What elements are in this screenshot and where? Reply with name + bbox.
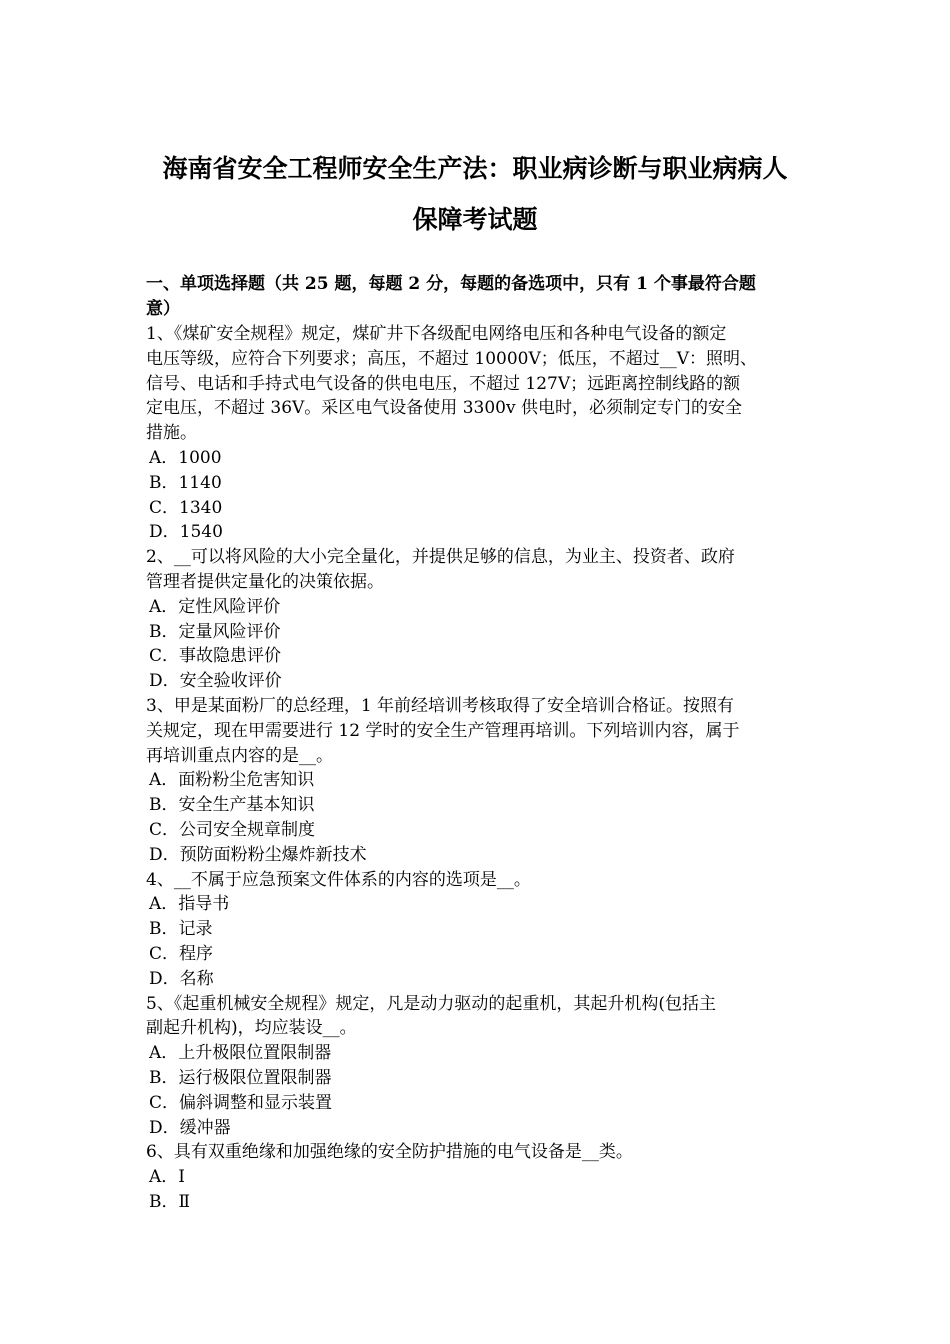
question-text-line: 再培训重点内容的是__。 (146, 745, 333, 766)
question-1 (146, 322, 814, 545)
answer-option-c: C．1340 (149, 497, 223, 518)
question-text-line: 定电压，不超过 36V。采区电气设备使用 3300v 供电时，必须制定专门的安全 (146, 398, 742, 419)
answer-option-d: D．预防面粉粉尘爆炸新技术 (149, 844, 367, 865)
answer-option-a: A．指导书 (149, 894, 230, 915)
document-title-line-2: 保障考试题 (412, 205, 538, 234)
document-body (146, 272, 814, 1215)
answer-option-a: A．上升极限位置限制器 (149, 1043, 332, 1064)
question-text-line: 关规定，现在甲需要进行 12 学时的安全生产管理再培训。下列培训内容，属于 (146, 720, 740, 741)
answer-option-a: A．定性风险评价 (149, 596, 281, 617)
question-2 (146, 545, 814, 694)
answer-option-d: D．安全验收评价 (149, 671, 282, 692)
question-6 (146, 1140, 814, 1214)
question-5 (146, 992, 814, 1141)
question-text-line: 2、__可以将风险的大小完全量化，并提供足够的信息，为业主、投资者、政府 (146, 547, 735, 568)
answer-option-b: B．Ⅱ (149, 1191, 191, 1212)
section-heading-line-1: 一、单项选择题（共 25 题，每题 2 分，每题的备选项中，只有 1 个事最符合题 (146, 274, 756, 294)
question-text-line: 副起升机构)，均应装设__。 (146, 1018, 357, 1039)
answer-option-d: D．1540 (149, 522, 223, 543)
question-text-line: 5、《起重机械安全规程》规定，凡是动力驱动的起重机，其起升机构(包括主 (146, 993, 716, 1014)
question-text-line: 信号、电话和手持式电气设备的供电电压，不超过 127V；远距离控制线路的额 (146, 373, 741, 394)
question-text-line: 电压等级，应符合下列要求；高压，不超过 10000V；低压，不超过__V：照明、 (146, 348, 758, 369)
answer-option-a: A．Ⅰ (149, 1167, 185, 1188)
answer-option-d: D．缓冲器 (149, 1117, 231, 1138)
question-text-line: 措施。 (146, 423, 197, 444)
question-text-line: 6、具有双重绝缘和加强绝缘的安全防护措施的电气设备是__类。 (146, 1142, 633, 1163)
answer-option-a: A．1000 (149, 447, 222, 468)
answer-option-b: B．记录 (149, 919, 213, 940)
document-title-line-1: 海南省安全工程师安全生产法：职业病诊断与职业病病人 (162, 154, 788, 183)
question-text-line: 3、甲是某面粉厂的总经理，1 年前经培训考核取得了安全培训合格证。按照有 (146, 695, 735, 716)
question-text-line: 管理者提供定量化的决策依据。 (146, 571, 384, 592)
answer-option-b: B．运行极限位置限制器 (149, 1067, 332, 1088)
answer-option-d: D．名称 (149, 968, 214, 989)
answer-option-c: C．公司安全规章制度 (149, 819, 316, 840)
answer-option-a: A．面粉粉尘危害知识 (149, 770, 315, 791)
answer-option-c: C．偏斜调整和显示装置 (149, 1092, 333, 1113)
question-text-line: 4、__不属于应急预案文件体系的内容的选项是__。 (146, 869, 531, 890)
answer-option-c: C．事故隐患评价 (149, 646, 282, 667)
answer-option-b: B．1140 (149, 472, 222, 493)
question-3 (146, 694, 814, 868)
answer-option-c: C．程序 (149, 943, 214, 964)
answer-option-b: B．安全生产基本知识 (149, 795, 315, 816)
question-4 (146, 868, 814, 992)
section-heading-line-2: 意） (146, 299, 180, 319)
question-text-line: 1、《煤矿安全规程》规定，煤矿井下各级配电网络电压和各种电气设备的额定 (146, 324, 727, 344)
answer-option-b: B．定量风险评价 (149, 621, 281, 642)
